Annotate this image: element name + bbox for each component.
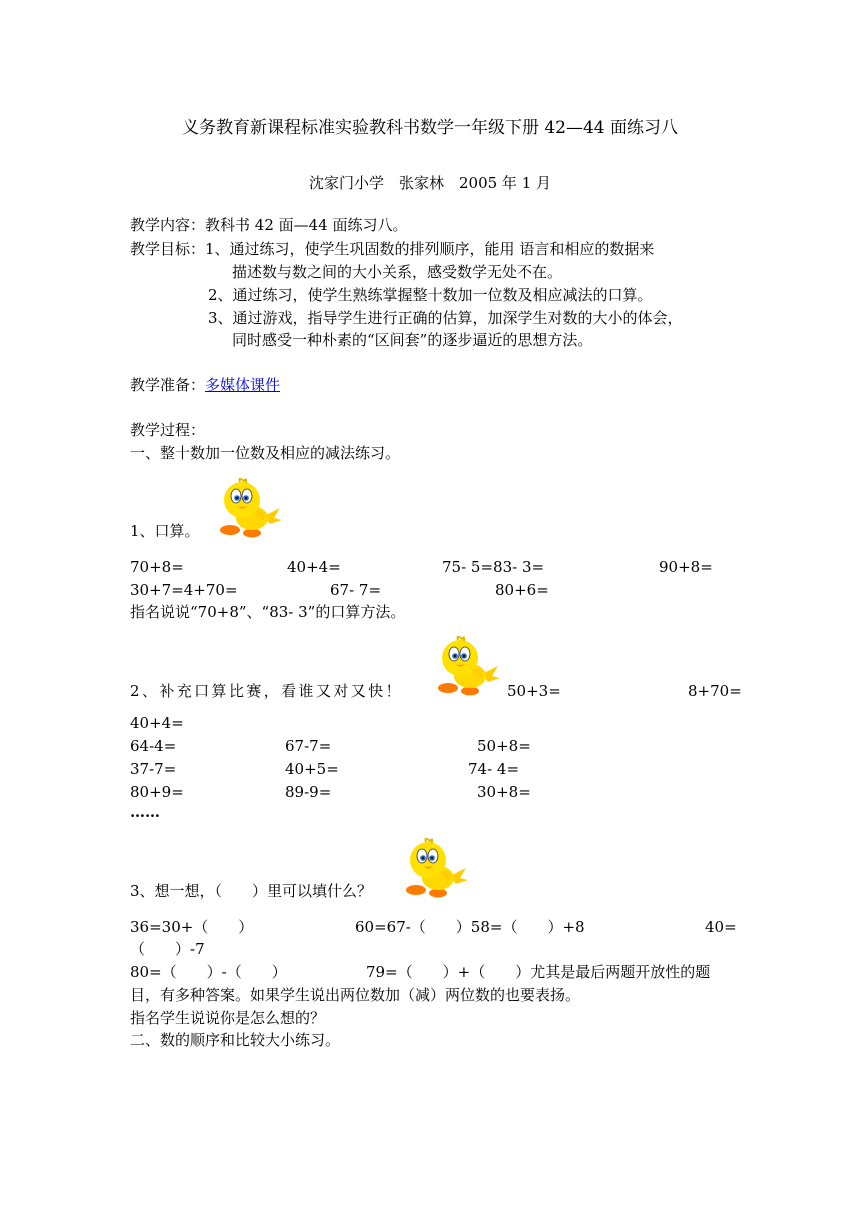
q1-item: 80+6= — [495, 581, 549, 599]
q3-item: （ ）-7 — [130, 940, 205, 958]
tweety-bird-icon — [396, 834, 476, 900]
q3-note: 指名学生说说你是怎么想的？ — [130, 1009, 326, 1027]
tweety-bird-icon — [428, 632, 508, 698]
goal-3-line-1: 3、通过游戏，指导学生进行正确的估算，加深学生对数的大小的体会， — [208, 309, 683, 327]
section-2-heading: 二、数的顺序和比较大小练习。 — [130, 1031, 341, 1049]
q3-item: 60=67-（ ）58=（ ）+8 — [355, 918, 585, 936]
multimedia-courseware-link[interactable]: 多媒体课件 — [205, 376, 281, 394]
q1-item: 90+8= — [659, 558, 713, 576]
q1-item: 67- 7= — [330, 581, 382, 599]
teaching-content — [130, 218, 408, 233]
q1-note: 指名说说“70+8”、“83- 3”的口算方法。 — [130, 603, 406, 621]
q2-item: 64-4= — [130, 737, 177, 755]
q2-item: 80+9= — [130, 783, 184, 801]
q2-item: 40+4= — [130, 714, 184, 732]
goals-first-line — [130, 242, 654, 257]
document-title: 义务教育新课程标准实验教科书数学一年级下册 42—44 面练习八 — [181, 118, 679, 138]
q1-item: 40+4= — [287, 558, 341, 576]
q2-item: 40+5= — [285, 760, 339, 778]
q3-continuation: 目，有多种答案。如果学生说出两位数加（减）两位数的也要表扬。 — [130, 986, 581, 1004]
q3-item: 40= — [705, 918, 737, 936]
q2-item: 30+8= — [477, 783, 531, 801]
q2-item: 50+8= — [477, 737, 531, 755]
q1-item: 70+8= — [130, 558, 184, 576]
goal-3-line-2: 同时感受一种朴素的“区间套”的逐步逼近的思想方法。 — [232, 331, 593, 349]
q2-label: 2、补充口算比赛，看谁又对又快！ — [130, 682, 403, 700]
section-1-heading: 一、整十数加一位数及相应的减法练习。 — [130, 444, 401, 462]
q3-item: 79=（ ）+（ ）尤其是最后两题开放性的题 — [366, 963, 711, 981]
prep-label: 教学准备： — [130, 376, 206, 394]
q2-item: 74- 4= — [468, 760, 520, 778]
ellipsis: …… — [130, 803, 160, 821]
q3-item: 36=30+（ ） — [130, 918, 254, 936]
goals-label: 教学目标： — [130, 240, 206, 258]
goal-1-line-1: 1、通过练习，使学生巩固数的排列顺序，能用 语言和相应的数据来 — [205, 240, 655, 258]
author-line: 沈家门小学 张家林 2005 年 1 月 — [308, 174, 552, 192]
content-label: 教学内容： — [130, 216, 206, 234]
goal-2: 2、通过练习，使学生熟练掌握整十数加一位数及相应减法的口算。 — [208, 286, 653, 304]
process-label: 教学过程： — [130, 421, 206, 439]
goal-1-line-2: 描述数与数之间的大小关系，感受数学无处不在。 — [232, 263, 563, 281]
q3-label: 3、想一想，（ ）里可以填什么？ — [130, 882, 373, 900]
q1-item: 75- 5=83- 3= — [442, 558, 545, 576]
tweety-bird-icon — [210, 474, 290, 540]
q2-item: 89-9= — [285, 783, 332, 801]
q2-item: 37-7= — [130, 760, 177, 778]
content-text: 教科书 42 面—44 面练习八。 — [205, 216, 408, 234]
q1-label: 1、口算。 — [130, 522, 200, 540]
q1-item: 30+7=4+70= — [130, 581, 238, 599]
preparation — [130, 378, 280, 393]
q2-item: 8+70= — [688, 682, 742, 700]
q2-item: 50+3= — [507, 682, 561, 700]
q3-item: 80=（ ）-（ ） — [130, 963, 287, 981]
q2-item: 67-7= — [285, 737, 332, 755]
